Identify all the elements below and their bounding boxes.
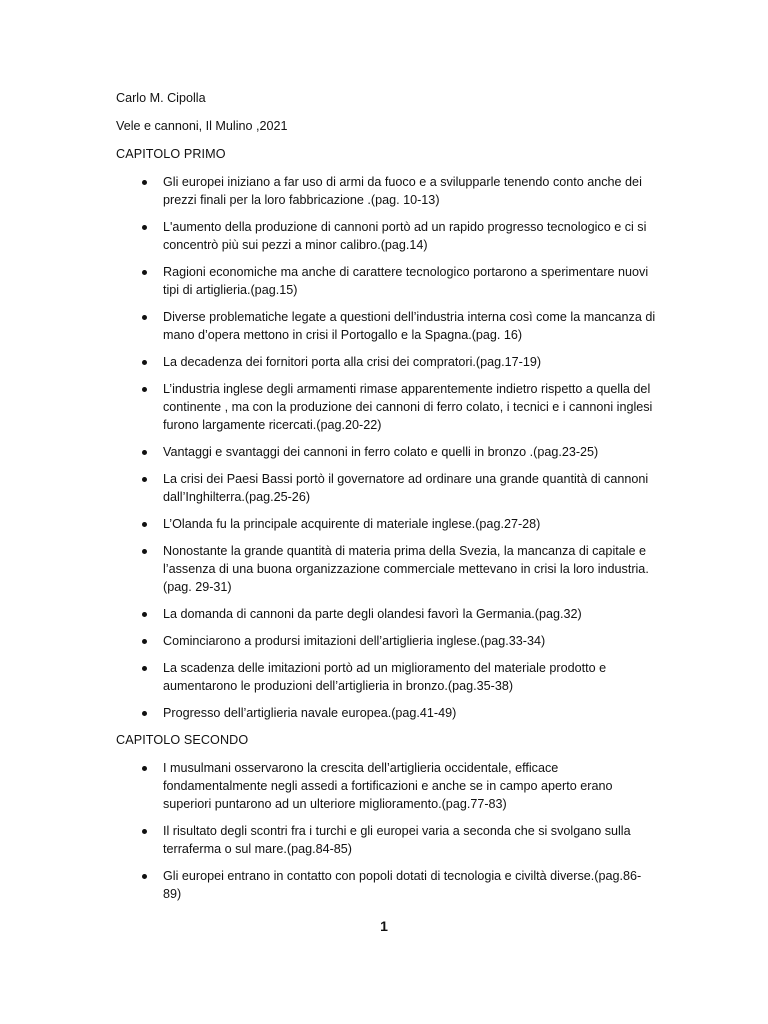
list-item-text: Cominciarono a prodursi imitazioni dell’artiglieria inglese.(pag.33-34): [163, 634, 546, 648]
bullet-icon: [142, 180, 147, 185]
list-item: [116, 605, 656, 623]
chapter-bullet-list: [116, 173, 656, 722]
list-item-text: L'aumento della produzione di cannoni portò ad un rapido progresso tecnologico e ci si concentrò più sui pezzi a minor calibro.(pag.14): [163, 220, 647, 252]
list-item: [116, 515, 656, 533]
list-item-text: Gli europei entrano in contatto con popoli dotati di tecnologia e civiltà diverse.(pag.86-89): [163, 869, 642, 901]
list-item-text: Nonostante la grande quantità di materia prima della Svezia, la mancanza di capitale e l’assenza di una buona organizzazione commerciale mettevano in crisi la loro industria.(pag. 29-31): [163, 544, 649, 594]
bullet-icon: [142, 360, 147, 365]
bullet-icon: [142, 477, 147, 482]
list-item-text: La scadenza delle imitazioni portò ad un miglioramento del materiale prodotto e aumentarono le produzioni dell’artiglieria in bronzo.(pag.35-38): [163, 661, 607, 693]
bullet-icon: [142, 612, 147, 617]
chapter-bullet-list: [116, 759, 656, 903]
bullet-icon: [142, 315, 147, 320]
list-item: [116, 218, 656, 254]
list-item: [116, 867, 656, 903]
bullet-icon: [142, 549, 147, 554]
list-item: [116, 173, 656, 209]
list-item: [116, 263, 656, 299]
bullet-icon: [142, 666, 147, 671]
document-body: [116, 89, 656, 912]
list-item: [116, 704, 656, 722]
bullet-icon: [142, 387, 147, 392]
list-item: [116, 470, 656, 506]
list-item-text: La domanda di cannoni da parte degli olandesi favorì la Germania.(pag.32): [163, 607, 582, 621]
list-item-text: L’industria inglese degli armamenti rimase apparentemente indietro rispetto a quella del continente , ma con la produzione dei cannoni di ferro colato, i tecnici e i cannoni inglesi furono largamente ricercati.(pag.20-22): [163, 382, 653, 432]
bullet-icon: [142, 225, 147, 230]
list-item-text: Il risultato degli scontri fra i turchi e gli europei varia a seconda che si svolgano sulla terraferma o sul mare.(pag.84-85): [163, 824, 631, 856]
list-item: [116, 759, 656, 813]
bullet-icon: [142, 829, 147, 834]
list-item: [116, 353, 656, 371]
chapter-heading: CAPITOLO PRIMO: [116, 147, 226, 161]
list-item-text: Progresso dell’artiglieria navale europea.(pag.41-49): [163, 706, 457, 720]
list-item-text: L’Olanda fu la principale acquirente di materiale inglese.(pag.27-28): [163, 517, 541, 531]
chapter-heading: CAPITOLO SECONDO: [116, 733, 249, 747]
list-item: [116, 308, 656, 344]
list-item: [116, 443, 656, 461]
list-item-text: Gli europei iniziano a far uso di armi da fuoco e a svilupparle tenendo conto anche dei prezzi finali per la loro fabbricazione .(pag. 10-13): [163, 175, 642, 207]
list-item-text: Diverse problematiche legate a questioni dell’industria interna così come la mancanza di mano d’opera mettono in crisi il Portogallo e la Spagna.(pag. 16): [163, 310, 656, 342]
book-title-line: Vele e cannoni, Il Mulino ,2021: [116, 119, 288, 133]
list-item: [116, 542, 656, 596]
list-item-text: Vantaggi e svantaggi dei cannoni in ferro colato e quelli in bronzo .(pag.23-25): [163, 445, 599, 459]
list-item-text: La crisi dei Paesi Bassi portò il governatore ad ordinare una grande quantità di cannoni dall’Inghilterra.(pag.25-26): [163, 472, 649, 504]
list-item: [116, 380, 656, 434]
bullet-icon: [142, 639, 147, 644]
bullet-icon: [142, 711, 147, 716]
chapters-container: [116, 145, 656, 903]
list-item-text: I musulmani osservarono la crescita dell’artiglieria occidentale, efficace fondamentalmente negli assedi a fortificazioni e anche se in campo aperto erano superiori puntarono ad un ulteriore miglioramento.(pag.77-83): [163, 761, 613, 811]
bullet-icon: [142, 522, 147, 527]
list-item: [116, 822, 656, 858]
bullet-icon: [142, 766, 147, 771]
list-item: [116, 659, 656, 695]
list-item-text: La decadenza dei fornitori porta alla crisi dei compratori.(pag.17-19): [163, 355, 542, 369]
bullet-icon: [142, 450, 147, 455]
bullet-icon: [142, 270, 147, 275]
list-item: [116, 632, 656, 650]
page-number: 1: [380, 918, 388, 934]
list-item-text: Ragioni economiche ma anche di carattere tecnologico portarono a sperimentare nuovi tipi di artiglieria.(pag.15): [163, 265, 649, 297]
bullet-icon: [142, 874, 147, 879]
author-line: Carlo M. Cipolla: [116, 91, 206, 105]
